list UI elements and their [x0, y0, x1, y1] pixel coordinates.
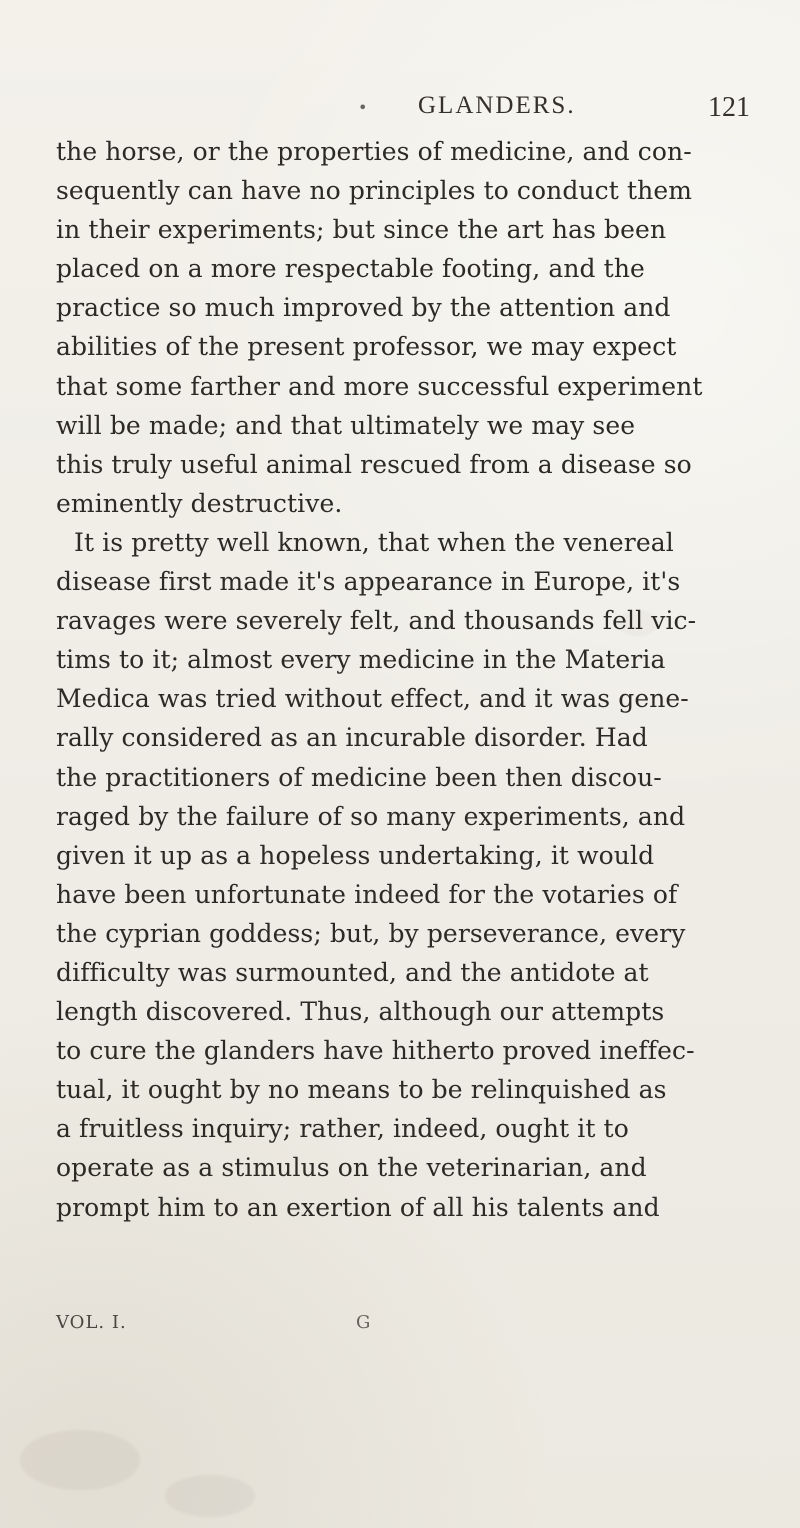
- text-line: length discovered. Thus, although our attempts: [56, 997, 665, 1027]
- text-line: ravages were severely felt, and thousands fell vic-: [56, 606, 697, 636]
- text-line: sequently can have no principles to conduct them: [56, 176, 693, 206]
- text-line: that some farther and more successful experiment: [56, 371, 703, 401]
- text-line: given it up as a hopeless undertaking, it would: [56, 840, 655, 870]
- text-line: rally considered as an incurable disorder. Had: [56, 723, 648, 753]
- text-line: to cure the glanders have hitherto proved ineffec-: [56, 1036, 695, 1066]
- text-line: operate as a stimulus on the veterinarian, and: [56, 1153, 647, 1183]
- text-line: this truly useful animal rescued from a disease so: [56, 449, 692, 479]
- page-header: [400, 92, 750, 132]
- body-text: [56, 132, 750, 1227]
- text-line: the practitioners of medicine been then discou-: [56, 762, 662, 792]
- text-line: eminently destructive.: [56, 488, 343, 518]
- page-number: 121: [708, 92, 750, 123]
- text-line: difficulty was surmounted, and the antidote at: [56, 957, 649, 987]
- text-line: in their experiments; but since the art has been: [56, 215, 667, 245]
- text-line: Medica was tried without effect, and it was gene-: [56, 684, 689, 714]
- signature-mark: G: [356, 1312, 371, 1333]
- paper-smudge: [20, 1430, 140, 1490]
- paper-smudge: [165, 1475, 255, 1517]
- text-line: have been unfortunate indeed for the votaries of: [56, 879, 678, 909]
- text-line: disease first made it's appearance in Europe, it's: [56, 567, 681, 597]
- volume-signature: VOL. I.: [56, 1312, 127, 1333]
- text-line: placed on a more respectable footing, and the: [56, 254, 645, 284]
- text-line: abilities of the present professor, we may expect: [56, 332, 677, 362]
- header-dot: •: [358, 98, 368, 117]
- text-line: the cyprian goddess; but, by perseverance, every: [56, 918, 686, 948]
- text-line: tual, it ought by no means to be relinquished as: [56, 1075, 667, 1105]
- text-line: will be made; and that ultimately we may see: [56, 410, 636, 440]
- text-line: tims to it; almost every medicine in the Materia: [56, 645, 666, 675]
- running-head: GLANDERS.: [418, 92, 576, 119]
- text-line: a fruitless inquiry; rather, indeed, ought it to: [56, 1114, 629, 1144]
- text-line: prompt him to an exertion of all his talents and: [56, 1192, 660, 1222]
- text-line: It is pretty well known, that when the venereal: [74, 527, 674, 557]
- text-line: practice so much improved by the attention and: [56, 293, 671, 323]
- page-footer: [56, 1312, 750, 1340]
- text-line: the horse, or the properties of medicine, and con-: [56, 137, 692, 166]
- text-line: raged by the failure of so many experiments, and: [56, 801, 686, 831]
